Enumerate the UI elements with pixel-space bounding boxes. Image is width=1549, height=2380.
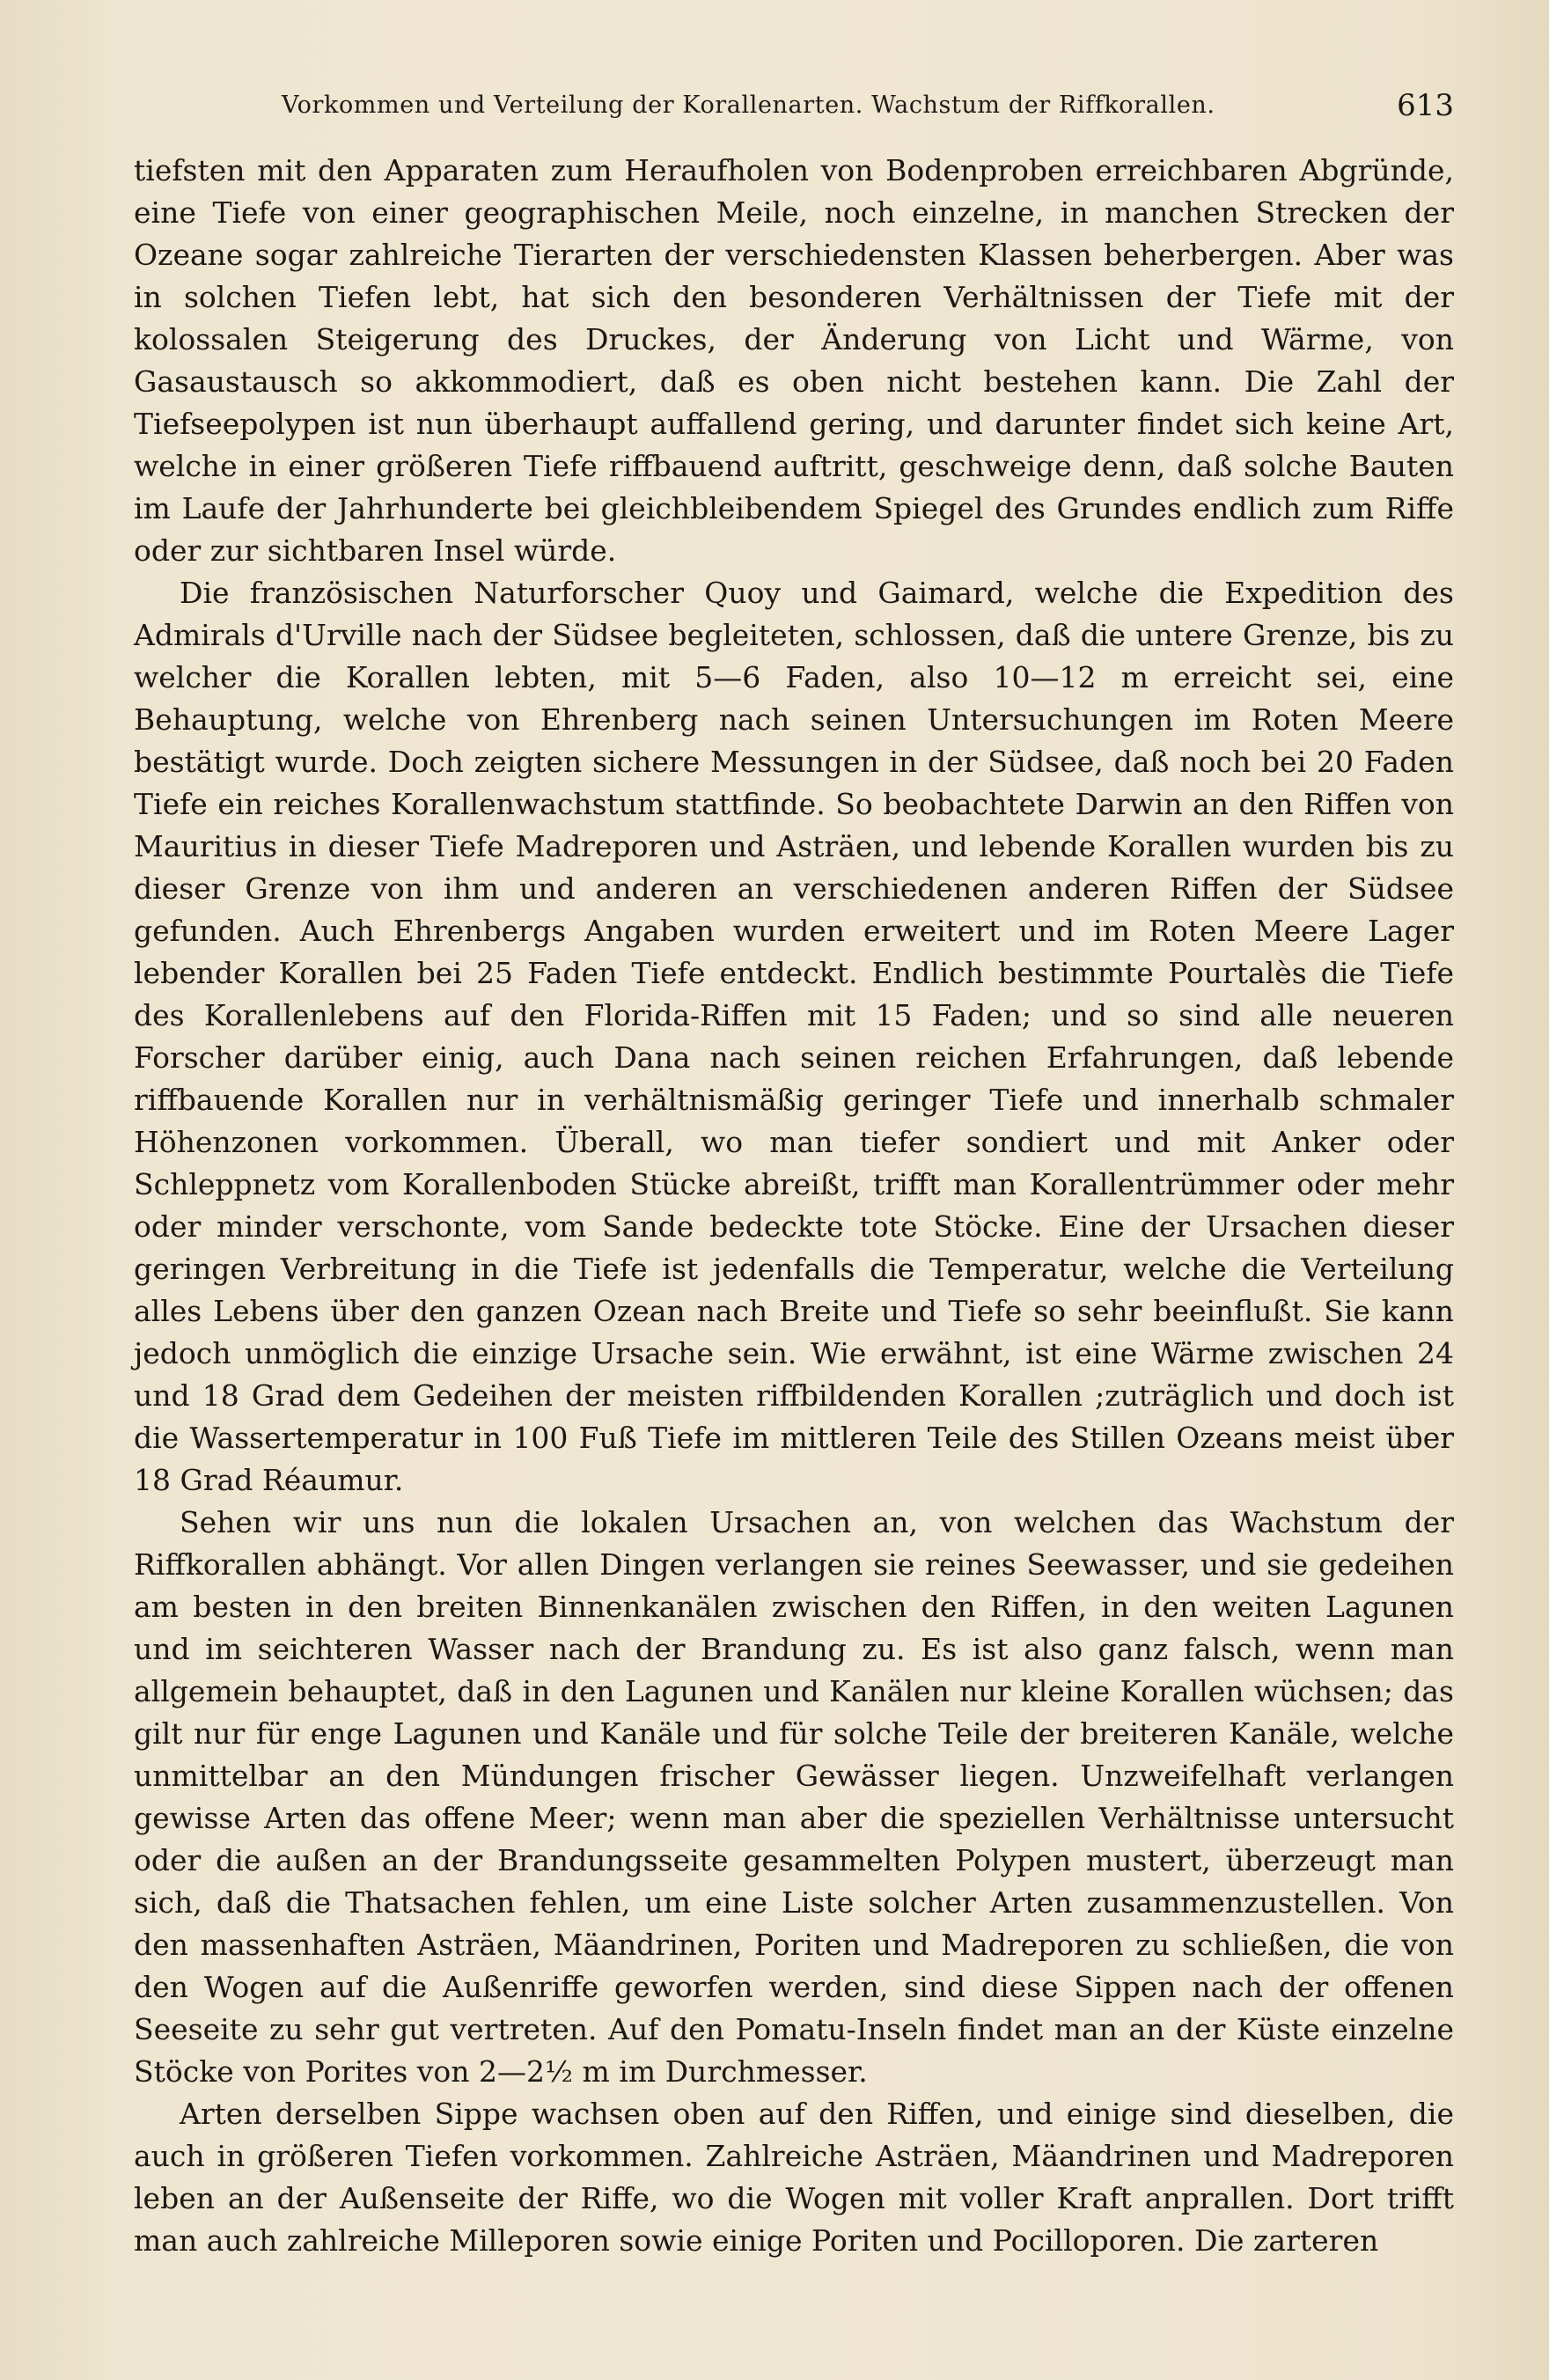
paragraph-local-causes: Sehen wir uns nun die lokalen Ursachen an, von welchen das Wachstum der Riffkorallen abhängt. Vor allen Dingen verlangen sie reines Seewasser, und sie gedeihen am besten in den breiten Binnenkanälen zwischen den Riffen, in den weiten Lagunen und im seichteren Wasser nach der Brandung zu. Es ist also ganz falsch, wenn man allgemein behauptet, daß in den Lagunen und Kanälen nur kleine Korallen wüchsen; das gilt nur für enge Lagunen und Kanäle und für solche Teile der breiteren Kanäle, welche unmittelbar an den Mündungen frischer Gewässer liegen. Unzweifelhaft verlangen gewisse Arten das offene Meer; wenn man aber die speziellen Verhältnisse untersucht oder die außen an der Brandungsseite gesammelten Polypen mustert, überzeugt man sich, daß die Thatsachen fehlen, um eine Liste solcher Arten zusammenzustellen. Von den massenhaften Asträen, Mäandrinen, Poriten und Madreporen zu schließen, die von den Wogen auf die Außenriffe geworfen werden, sind diese Sippen nach der offenen Seeseite zu sehr gut vertreten. Auf den Pomatu-Inseln findet man an der Küste einzelne Stöcke von Porites von 2—2½ m im Durchmesser. bbox=[134, 1505, 1454, 2089]
running-head: Vorkommen und Verteilung der Korallenarten. Wachstum der Riffkorallen. bbox=[282, 92, 1215, 119]
page-number: 613 bbox=[1397, 88, 1454, 123]
paragraph-species-on-reefs: Arten derselben Sippe wachsen oben auf den Riffen, und einige sind dieselben, die auch in größeren Tiefen vorkommen. Zahlreiche Asträen, Mäandrinen und Madreporen leben an der Außenseite der Riffe, wo die Wogen mit voller Kraft anprallen. Dort trifft man auch zahlreiche Milleporen sowie einige Poriten und Pocilloporen. Die zarteren bbox=[134, 2097, 1454, 2258]
paragraph-coral-depth-limits: Die französischen Naturforscher Quoy und Gaimard, welche die Expedition des Admirals d'Urville nach der Südsee begleiteten, schlossen, daß die untere Grenze, bis zu welcher die Korallen lebten, mit 5—6 Faden, also 10—12 m erreicht sei, eine Behauptung, welche von Ehrenberg nach seinen Untersuchungen im Roten Meere bestätigt wurde. Doch zeigten sichere Messungen in der Südsee, daß noch bei 20 Faden Tiefe ein reiches Korallenwachstum stattfinde. So beobachtete Darwin an den Riffen von Mauritius in dieser Tiefe Madreporen und Asträen, und lebende Korallen wurden bis zu dieser Grenze von ihm und anderen an verschiedenen anderen Riffen der Südsee gefunden. Auch Ehrenbergs Angaben wurden erweitert und im Roten Meere Lager lebender Korallen bei 25 Faden Tiefe entdeckt. Endlich bestimmte Pourtalès die Tiefe des Korallenlebens auf den Florida-Riffen mit 15 Faden; und so sind alle neueren Forscher darüber einig, auch Dana nach seinen reichen Erfahrungen, daß lebende riffbauende Korallen nur in verhältnismäßig geringer Tiefe und innerhalb schmaler Höhenzonen vorkommen. Überall, wo man tiefer sondiert und mit Anker oder Schleppnetz vom Korallenboden Stücke abreißt, trifft man Korallentrümmer oder mehr oder minder verschonte, vom Sande bedeckte tote Stöcke. Eine der Ursachen dieser geringen Verbreitung in die Tiefe ist jedenfalls die Temperatur, welche die Verteilung alles Lebens über den ganzen Ozean nach Breite und Tiefe so sehr beeinflußt. Sie kann jedoch unmöglich die einzige Ursache sein. Wie erwähnt, ist eine Wärme zwischen 24 und 18 Grad dem Gedeihen der meisten riffbildenden Korallen ;zuträglich und doch ist die Wassertemperatur in 100 Fuß Tiefe im mittleren Teile des Stillen Ozeans meist über 18 Grad Réaumur. bbox=[134, 576, 1454, 1497]
paragraph-continuation: tiefsten mit den Apparaten zum Heraufholen von Bodenproben erreichbaren Abgründe, eine Tiefe von einer geographischen Meile, noch einzelne, in manchen Strecken der Ozeane sogar zahlreiche Tierarten der verschiedensten Klassen beherbergen. Aber was in solchen Tiefen lebt, hat sich den besonderen Verhältnissen der Tiefe mit der kolossalen Steigerung des Druckes, der Änderung von Licht und Wärme, von Gasaustausch so akkommodiert, daß es oben nicht bestehen kann. Die Zahl der Tiefseepolypen ist nun überhaupt auffallend gering, und darunter findet sich keine Art, welche in einer größeren Tiefe riffbauend auftritt, geschweige denn, daß solche Bauten im Laufe der Jahrhunderte bei gleichbleibendem Spiegel des Grundes endlich zum Riffe oder zur sichtbaren Insel würde. bbox=[134, 153, 1454, 568]
body-text bbox=[134, 150, 1454, 2262]
page-header bbox=[176, 86, 1461, 139]
